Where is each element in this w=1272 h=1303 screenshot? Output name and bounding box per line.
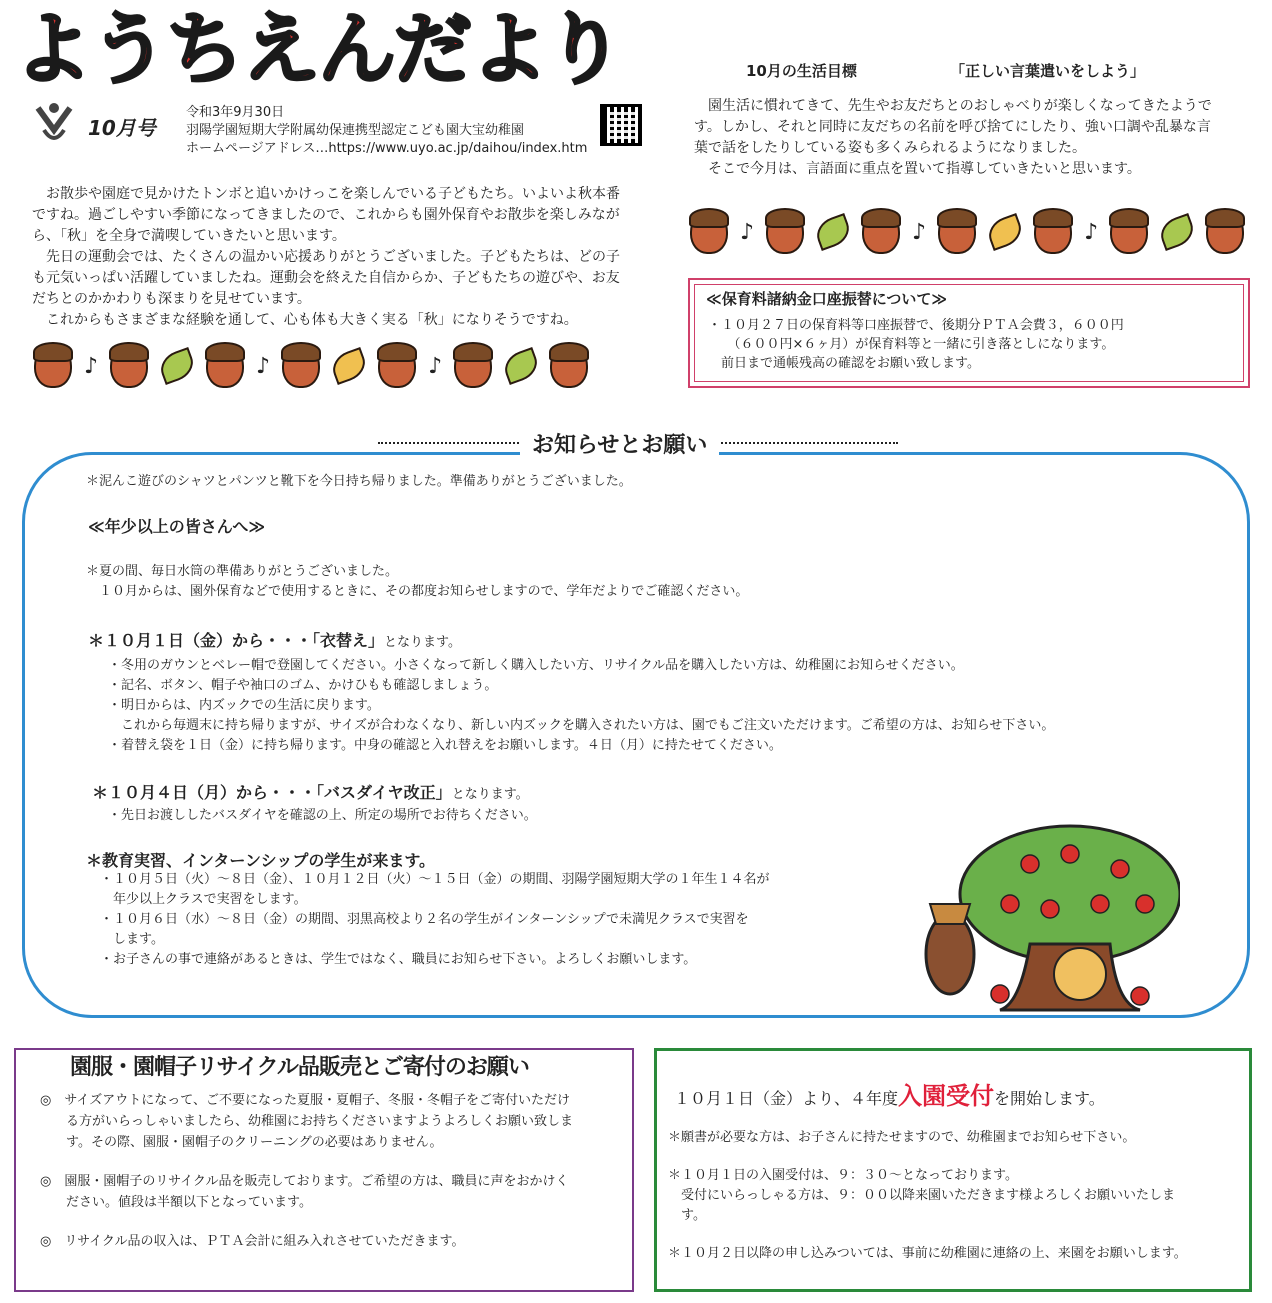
water-notice: ＊夏の間、毎日水筒の準備ありがとうございました。 １０月からは、園外保育などで使用するときに、その都度お知らせしますので、学年だよりでご確認ください。 (86, 564, 749, 599)
acorn-icon (1110, 210, 1148, 254)
music-note-icon: ♪ (912, 219, 927, 245)
school-logo-icon (34, 100, 74, 144)
homepage-address: ホームページアドレス…https://www.uyo.ac.jp/daihou/index.htm (186, 141, 588, 156)
acorn-icon (862, 210, 900, 254)
mud-notice: ＊泥んこ遊びのシャツとパンツと靴下を今日持ち帰りました。準備ありがとうございました。 (86, 474, 632, 489)
acorn-icon (34, 344, 72, 388)
acorn-icon (690, 210, 728, 254)
bus-schedule-heading: ＊１０月４日（月）から・・・「バスダイヤ改正」となります。 (92, 783, 529, 802)
clothing-change-items: ・冬用のガウンとベレー帽で登園してください。小さくなって新しく購入したい方、リサイクル品を購入したい方は、幼稚園にお知らせください。 ・記名、ボタン、帽子や袖口のゴム、かけひもも確認しましょう。 ・明日からは、内ズックでの生活に戻ります。 これから毎週末に持ち帰りますが、サイズが合わなくなり、新しい内ズックを購入されたい方は、園でもご注文いただけます。ご希望の方は、お知らせ下さい。 ・着替え袋を１日（金）に持ち帰ります。中身の確認と入れ替えをお願いします。４日（月）に持たせてください。 (108, 658, 1055, 753)
leaf-icon (328, 347, 370, 385)
notices-title: お知らせとお願い (520, 428, 719, 459)
acorn-icon (938, 210, 976, 254)
leaf-icon (812, 213, 854, 251)
school-name: 羽陽学園短期大学附属幼保連携型認定こども園大宝幼稚園 (186, 123, 525, 138)
acorn-decoration-row (34, 344, 654, 388)
admission-highlight: 入園受付 (898, 1082, 995, 1110)
intern-items: ・１０月５日（火）～８日（金）、１０月１２日（火）～１５日（金）の期間、羽陽学園短期大学の１年生１４名が 年少以上クラスで実習をします。 ・１０月６日（水）～８日（金）の期間、羽黒高校より２名の学生がインターンシップで未満児クラスで実習を します。 ・お子さんの事で連絡があるときは、学生ではなく、職員にお知らせ下さい。よろしくお願いします。 (100, 872, 770, 967)
intro-text: お散歩や園庭で見かけたトンボと追いかけっこを楽しんでいる子どもたち。いよいよ秋本番 ですね。過ごしやすい季節になってきましたので、これからも園外保育やお散歩を楽しみなが ら、「秋」を全身で満喫していきたいと思います。 先日の運動会では、たくさんの温かい応援ありがとうございました。子どもたちは、どの子 も元気いっぱい活躍していましたね。運動会を終えた自信からか、子どもたちの遊びや、お友 だちとのかかわりも深まりを見せています。 これからもさまざまな経験を通して、心も体も大きく実る「秋」になりそうですね。 (32, 186, 620, 328)
acorn-icon (550, 344, 588, 388)
music-note-icon: ♪ (256, 353, 271, 379)
newsletter-title: ようちえんだより (14, 0, 622, 100)
issue-date: 令和3年9月30日 (186, 105, 285, 120)
issue-label: 10月号 (88, 116, 156, 140)
leaf-icon (156, 347, 198, 385)
leaf-icon (984, 213, 1026, 251)
group-title: ≪年少以上の皆さんへ≫ (88, 517, 266, 536)
admission-heading: １０月１日（金）より、４年度入園受付を開始します。 (674, 1082, 1105, 1110)
payment-text: ・１０月２７日の保育料等口座振替で、後期分ＰＴＡ会費３，６００円 （６００円×６ヶ月）が保育料等と一緒に引き落としになります。 前日まで通帳残高の確認をお願い致します。 (708, 318, 1124, 371)
bus-schedule-item: ・先日お渡ししたバスダイヤを確認の上、所定の場所でお待ちください。 (108, 808, 537, 823)
leaf-icon (500, 347, 542, 385)
qr-code-icon (600, 104, 642, 146)
goal-value: 「正しい言葉遣いをしよう」 (950, 62, 1146, 80)
admission-text: ＊願書が必要な方は、お子さんに持たせますので、幼稚園までお知らせ下さい。 ＊１０月１日の入園受付は、９：３０～となっております。 受付にいらっしゃる方は、９：００以降来園いただきます様よろしくお願いいたしま す。 ＊１０月２日以降の申し込みついては、事前に幼稚園に連絡の上、来園をお願いします。 (668, 1130, 1187, 1261)
goal-text: 園生活に慣れてきて、先生やお友だちとのおしゃべりが楽しくなってきたようで す。しかし、それと同時に友だちの名前を呼び捨てにしたり、強い口調や乱暴な言 葉で話をしたりしている姿も多くみられるようになりました。 そこで今月は、言語面に重点を置いて指導していきたいと思います。 (694, 98, 1212, 177)
leaf-icon (1156, 213, 1198, 251)
music-note-icon: ♪ (1084, 219, 1099, 245)
intern-heading: ＊教育実習、インターンシップの学生が来ます。 (86, 851, 436, 870)
acorn-icon (454, 344, 492, 388)
music-note-icon: ♪ (740, 219, 755, 245)
acorn-icon (1206, 210, 1244, 254)
acorn-icon (766, 210, 804, 254)
clothing-change-heading: ＊１０月１日（金）から・・・「衣替え」となります。 (88, 631, 461, 650)
acorn-icon (282, 344, 320, 388)
recycle-title: 園服・園帽子リサイクル品販売とご寄付のお願い (60, 1050, 620, 1081)
acorn-icon (378, 344, 416, 388)
acorn-decoration-row-right (690, 210, 1250, 254)
payment-title: ≪保育料諸納金口座振替について≫ (706, 290, 948, 308)
music-note-icon: ♪ (84, 353, 99, 379)
goal-label: 10月の生活目標 (746, 62, 857, 80)
acorn-icon (110, 344, 148, 388)
recycle-items: ◎ サイズアウトになって、ご不要になった夏服・夏帽子、冬服・冬帽子をご寄付いただけ る方がいらっしゃいましたら、幼稚園にお持ちくださいますようよろしくお願い致しま す。その際、園服・園帽子のクリーニングの必要はありません。 ◎ 園服・園帽子のリサイクル品を販売しております。ご希望の方は、職員に声をおかけく ださい。値段は半額以下となっています。 ◎ リサイクル品の収入は、ＰＴＡ会計に組み入れさせていただきます。 (40, 1093, 574, 1249)
apple-tree-illustration (920, 824, 1180, 1014)
acorn-icon (1034, 210, 1072, 254)
music-note-icon: ♪ (428, 353, 443, 379)
acorn-icon (206, 344, 244, 388)
